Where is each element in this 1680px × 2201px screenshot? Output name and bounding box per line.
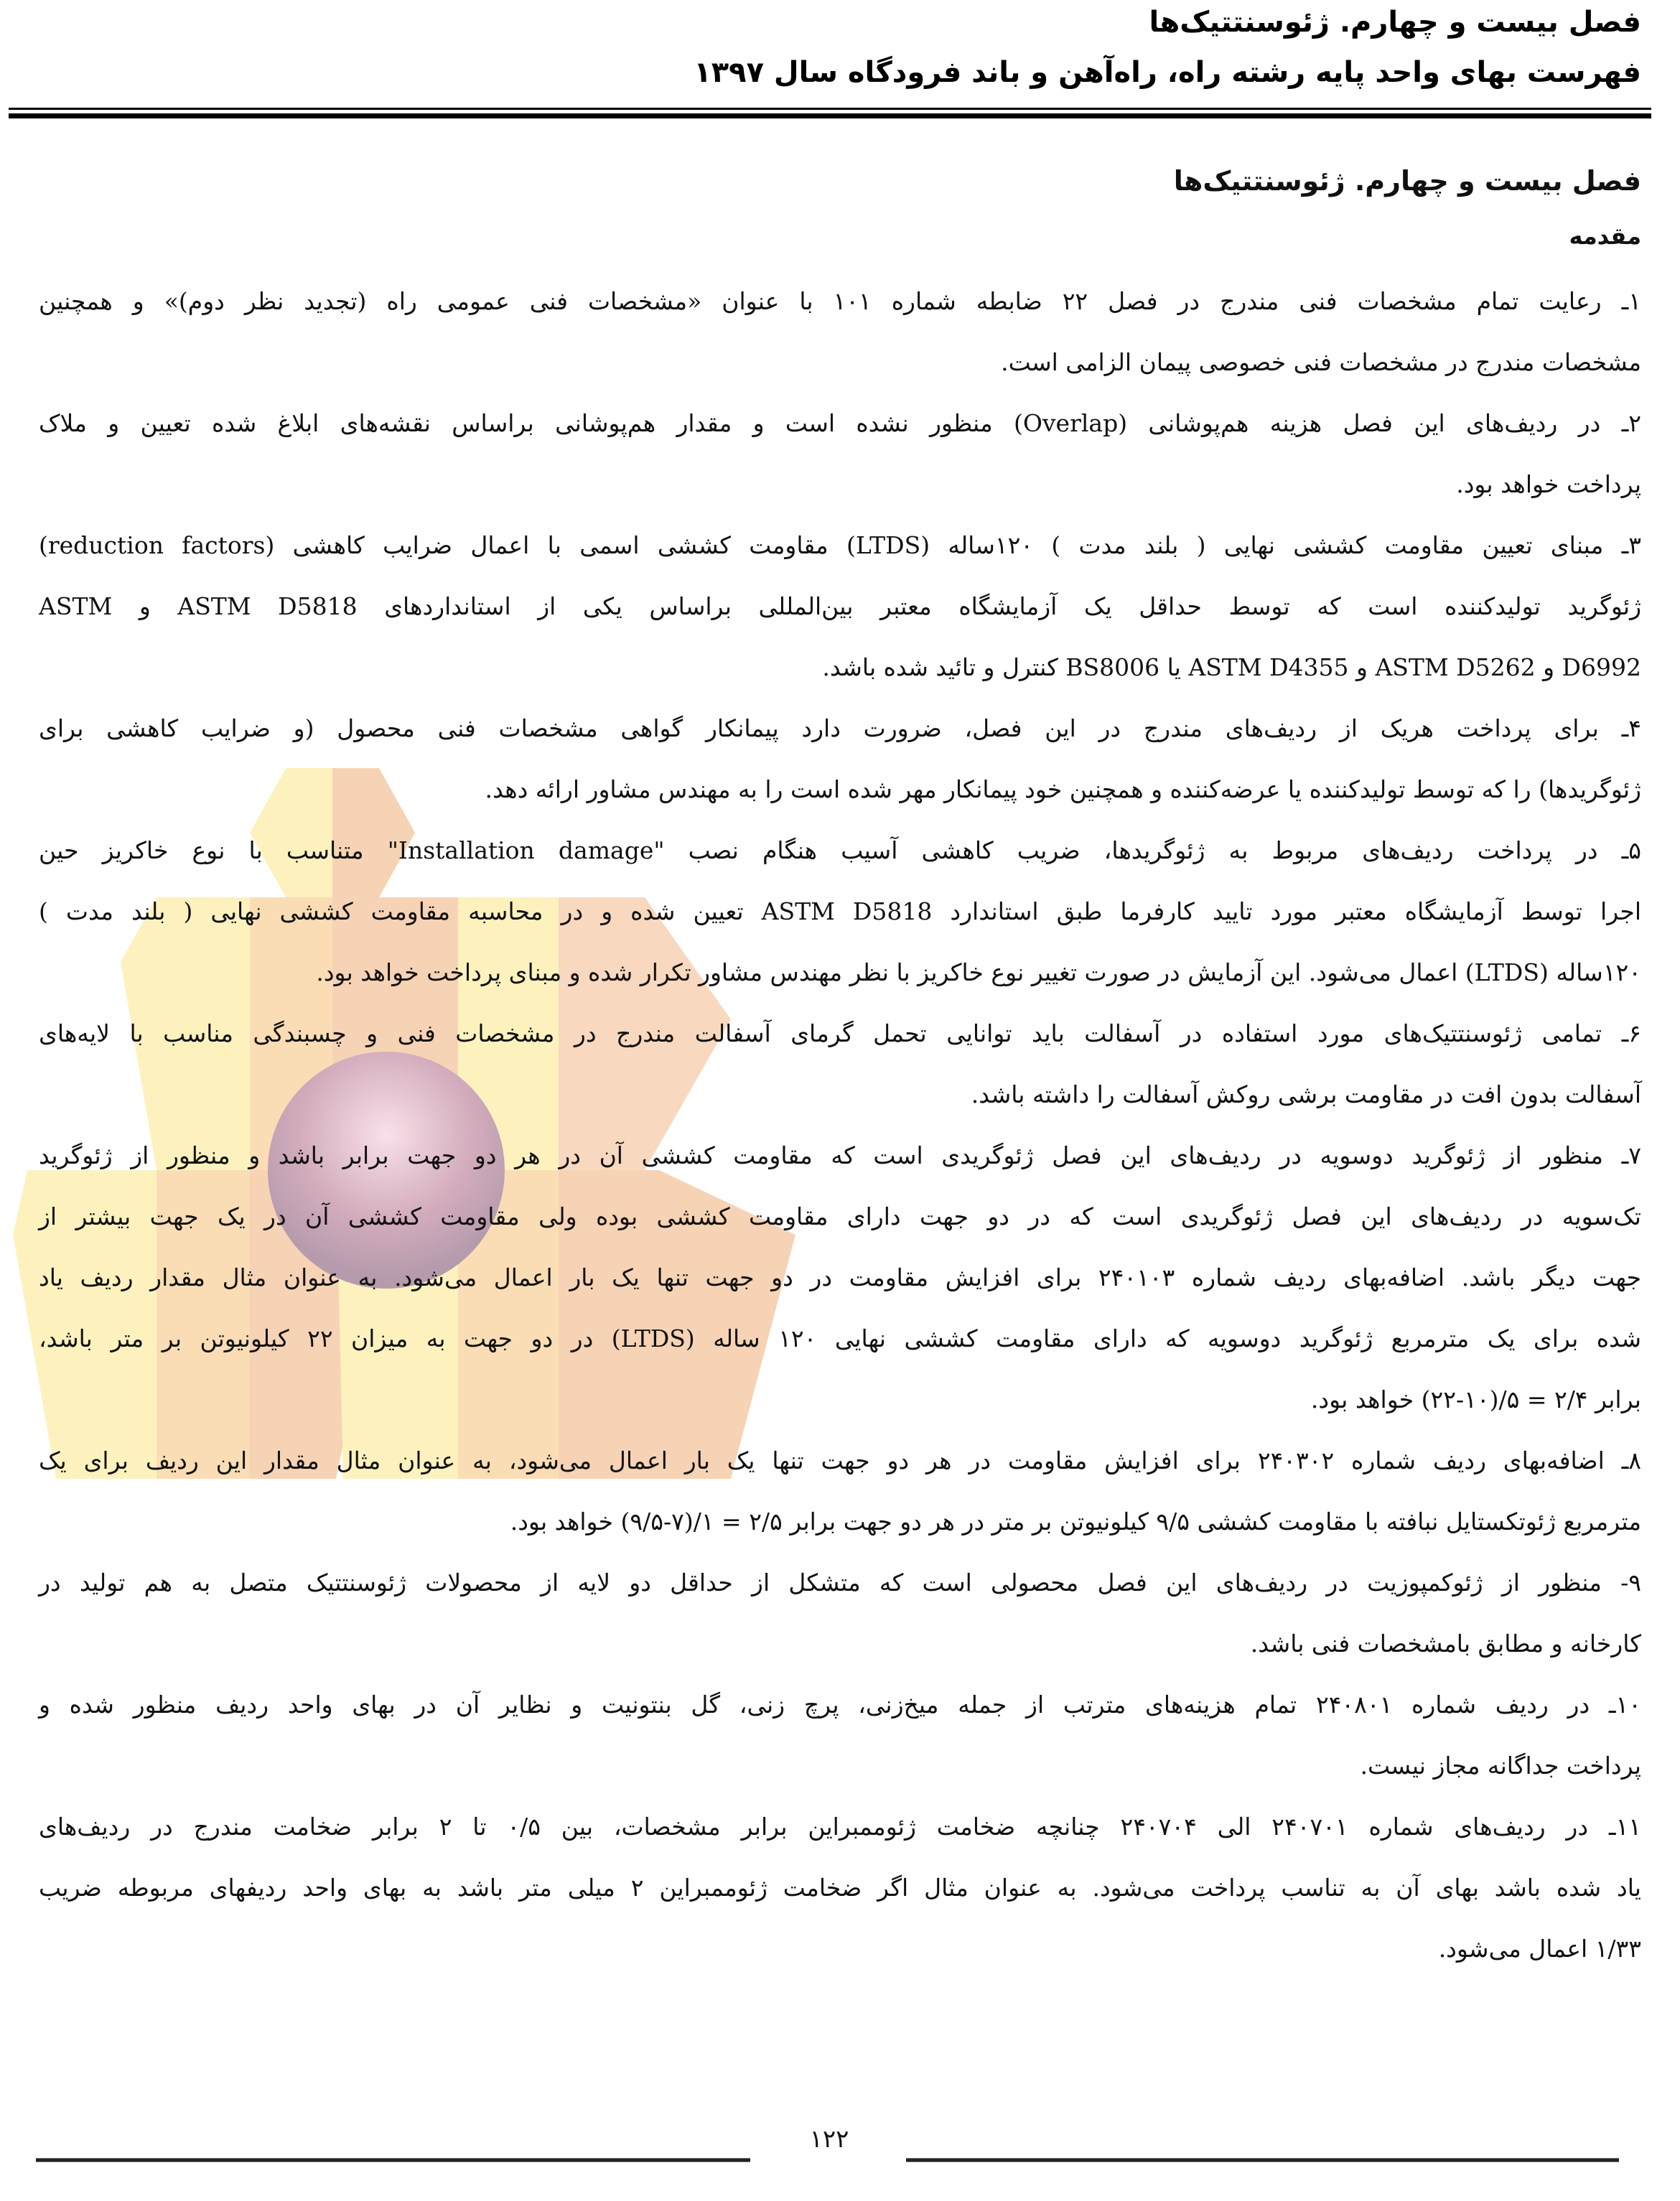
page-number: ۱۲۲ <box>809 2125 849 2154</box>
paragraph-2-line-2: پرداخت خواهد بود. <box>1456 470 1641 498</box>
paragraph-5-line-3: ۱۲۰ساله (LTDS) اعمال می‌شود. این آزمایش در صورت تغییر نوع خاکریز با نظر مهندس مشاور تکرار شده و مبنای پرداخت خواهد بود. <box>316 958 1641 986</box>
paragraph-6-line-2: آسفالت بدون افت در مقاومت برشی روکش آسفالت را داشته باشد. <box>971 1080 1641 1108</box>
paragraph-8-line-1: ۸ـ اضافه‌بهای ردیف شماره ۲۴۰۳۰۲ برای افزایش مقاومت در هر دو جهت تنها یک بار اعمال می‌شود، به عنوان مثال مقدار این ردیف برای یک <box>39 1447 1641 1475</box>
section-title: فصل بیست و چهارم. ژئوسنتتیک‌ها <box>1173 165 1641 197</box>
paragraph-11-line-1: ۱۱ـ در ردیف‌های شماره ۲۴۰۷۰۱ الی ۲۴۰۷۰۴ چنانچه ضخامت ژئوممبراین برابر مشخصات، بین ۰/۵ تا ۲ برابر ضخامت مندرج در ردیف‌های <box>39 1813 1642 1841</box>
paragraph-7-line-5: برابر ۲/۴ = ۵/(۱۰-۲۲) خواهد بود. <box>1310 1385 1641 1413</box>
paragraph-11-line-2: یاد شده باشد بهای آن به تناسب پرداخت می‌شود. به عنوان مثال اگر ضخامت ژئوممبراین ۲ میلی متر باشد به بهای واحد ردیفهای مربوطه ضریب <box>39 1874 1641 1902</box>
footer-rule-right <box>906 2158 1619 2162</box>
paragraph-4-line-2: ژئوگریدها) را که توسط تولیدکننده یا عرضه‌کننده و همچنین خود پیمانکار مهر شده است را به مهندس مشاور ارائه دهد. <box>485 775 1641 803</box>
paragraph-8-line-2: مترمربع ژئوتکستایل نبافته با مقاومت کششی ۹/۵ کیلونیوتن بر متر در هر دو جهت برابر ۲/۵ = ۱/(۷-۹/۵) خواهد بود. <box>510 1508 1641 1536</box>
section-subtitle: مقدمه <box>1569 223 1641 250</box>
header-rule-thick <box>9 113 1651 118</box>
paragraph-10-line-1: ۱۰ـ در ردیف شماره ۲۴۰۸۰۱ تمام هزینه‌های مترتب از جمله میخ‌زنی، پرچ زنی، گل بنتونیت و نظایر آن در بهای واحد ردیف منظور شده و <box>39 1691 1641 1719</box>
paragraph-3-line-3: D6992 و ASTM D5262 و ASTM D4355 یا BS8006 کنترل و تائید شده باشد. <box>822 653 1641 681</box>
paragraph-4-line-1: ۴ـ برای پرداخت هریک از ردیف‌های مندرج در این فصل، ضرورت دارد پیمانکار گواهی مشخصات فنی محصول (و ضرایب کاهشی برای <box>39 714 1641 742</box>
paragraph-7-line-2: تک‌سویه در ردیف‌های این فصل ژئوگریدی است که در دو جهت دارای مقاومت کششی بوده ولی مقاومت کششی آن در یک جهت بیشتر از <box>39 1202 1641 1230</box>
paragraph-9-line-2: کارخانه و مطابق بامشخصات فنی باشد. <box>1250 1630 1641 1658</box>
header-rule-thin <box>9 108 1651 110</box>
paragraph-7-line-1: ۷ـ منظور از ژئوگرید دوسویه در ردیف‌های این فصل ژئوگریدی است که مقاومت کششی آن در هر دو جهت برابر باشد و منظور از ژئوگرید <box>39 1141 1641 1169</box>
paragraph-2-line-1: ۲ـ در ردیف‌های این فصل هزینه هم‌پوشانی (Overlap) منظور نشده است و مقدار هم‌پوشانی براساس نقشه‌های ابلاغ شده تعیین و ملاک <box>39 409 1641 437</box>
paragraph-9-line-1: ۹- منظور از ژئوکمپوزیت در ردیف‌های این فصل محصولی است که متشکل از حداقل دو لایه از محصولات ژئوسنتتیک متصل به هم تولید در <box>39 1569 1641 1597</box>
paragraph-7-line-4: شده برای یک مترمربع ژئوگرید دوسویه که دارای مقاومت کششی نهایی ۱۲۰ ساله (LTDS) در دو جهت به میزان ۲۲ کیلونیوتن بر متر باشد، <box>39 1324 1641 1352</box>
footer-rule-left <box>36 2158 750 2162</box>
paragraph-5-line-2: اجرا توسط آزمایشگاه معتبر مورد تایید کارفرما طبق استاندارد ASTM D5818 تعیین شده و در محاسبه مقاومت کششی نهایی ( بلند مدت ) <box>39 897 1641 925</box>
paragraph-3-line-1: ۳ـ مبنای تعیین مقاومت کششی نهایی ( بلند مدت ) ۱۲۰ساله (LTDS) مقاومت کششی اسمی با اعمال ضرایب کاهشی (reduction factors) <box>39 531 1641 559</box>
paragraph-3-line-2: ژئوگرید تولیدکننده است که توسط حداقل یک آزمایشگاه معتبر بین‌المللی براساس یکی از استانداردهای ASTM D5818 و ASTM <box>39 592 1642 620</box>
paragraph-5-line-1: ۵ـ در پرداخت ردیف‌های مربوط به ژئوگریدها، ضریب کاهشی آسیب هنگام نصب "Installation damage" متناسب با نوع خاکریز حین <box>39 836 1642 864</box>
paragraph-10-line-2: پرداخت جداگانه مجاز نیست. <box>1360 1752 1641 1780</box>
paragraph-1-line-1: ۱ـ رعایت تمام مشخصات فنی مندرج در فصل ۲۲ ضابطه شماره ۱۰۱ با عنوان «مشخصات فنی عمومی راه (تجدید نظر دوم)» و همچنین <box>39 287 1641 315</box>
running-header-chapter: فصل بیست و چهارم. ژئوسنتتیک‌ها <box>1149 6 1641 39</box>
paragraph-6-line-1: ۶ـ تمامی ژئوسنتتیک‌های مورد استفاده در آسفالت باید توانایی تحمل گرمای آسفالت مندرج در مشخصات فنی و چسبندگی مناسب با لایه‌های <box>39 1019 1641 1047</box>
paragraph-11-line-3: ۱/۳۳ اعمال می‌شود. <box>1438 1935 1641 1963</box>
paragraph-7-line-3: جهت دیگر باشد. اضافه‌بهای ردیف شماره ۲۴۰۱۰۳ برای افزایش مقاومت در دو جهت تنها یک بار اعمال می‌شود. به عنوان مثال مقدار ردیف یاد <box>39 1263 1641 1291</box>
paragraph-1-line-2: مشخصات مندرج در مشخصات فنی خصوصی پیمان الزامی است. <box>1001 348 1641 376</box>
running-header-book-title: فهرست بهای واحد پایه رشته راه، راه‌آهن و باند فرودگاه سال ۱۳۹۷ <box>694 56 1641 89</box>
